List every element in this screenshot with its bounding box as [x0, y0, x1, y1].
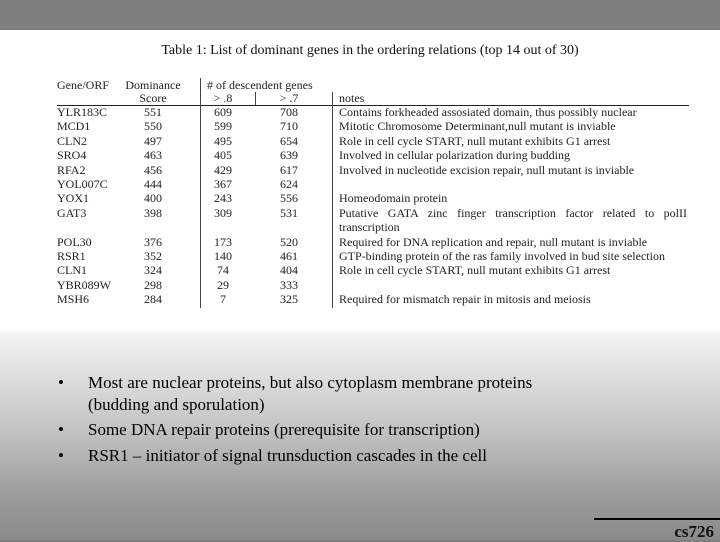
descendents-07-cell: 624 [280, 176, 298, 191]
descendents-08-cell: 599 [214, 119, 232, 134]
gene-cell: YOL007C [57, 176, 108, 191]
notes-cell: Homeodomain protein [339, 191, 448, 206]
score-cell: 376 [144, 234, 162, 249]
descendents-08-cell: 309 [214, 205, 232, 220]
table-row [57, 177, 697, 191]
descendents-07-cell: 531 [280, 205, 298, 220]
gene-cell: YBR089W [57, 277, 111, 292]
bullet-icon: • [58, 420, 64, 439]
bullet-list [58, 372, 532, 467]
footer-rule [594, 518, 720, 520]
descendents-07-cell: 708 [280, 105, 298, 119]
table-row [57, 292, 697, 306]
column-divider [255, 92, 256, 105]
gene-cell: YOX1 [57, 191, 89, 206]
descendents-07-cell: 710 [280, 119, 298, 134]
header-score-bottom: Score [139, 91, 167, 105]
bullet-text: Most are nuclear proteins, but also cytoplasm membrane proteins [88, 373, 533, 392]
table-row [57, 278, 697, 292]
table-row [57, 105, 697, 119]
descendents-08-cell: 7 [220, 292, 226, 307]
descendents-08-cell: 609 [214, 105, 232, 119]
header-descendent: # of descendent genes [207, 78, 313, 92]
notes-cell: Role in cell cycle START, null mutant exhibits G1 arrest [339, 133, 611, 148]
bullet-text-continued: (budding and sporulation) [88, 395, 265, 414]
header-d8: > .8 [213, 91, 233, 105]
score-cell: 398 [144, 205, 162, 220]
score-cell: 551 [144, 105, 162, 119]
score-cell: 324 [144, 263, 162, 278]
descendents-08-cell: 243 [214, 191, 232, 206]
table-body [57, 105, 697, 306]
notes-cell: Involved in cellular polarization during budding [339, 148, 570, 163]
descendents-07-cell: 404 [280, 263, 298, 278]
descendents-07-cell: 325 [280, 292, 298, 307]
gene-cell: MSH6 [57, 292, 90, 307]
notes-cell: Mitotic Chromosome Determinant,null mutant is inviable [339, 119, 616, 134]
descendents-08-cell: 405 [214, 148, 232, 163]
bullet-text: Some DNA repair proteins (prerequisite for transcription) [88, 420, 480, 439]
gene-cell: CLN1 [57, 263, 87, 278]
table-header [57, 78, 697, 104]
gene-cell: SRO4 [57, 148, 87, 163]
descendents-08-cell: 74 [217, 263, 229, 278]
gene-cell: POL30 [57, 234, 92, 249]
gene-cell: GAT3 [57, 205, 87, 220]
score-cell: 463 [144, 148, 162, 163]
notes-cell: Involved in nucleotide excision repair, null mutant is inviable [339, 162, 635, 177]
score-cell: 550 [144, 119, 162, 134]
table-row [57, 163, 697, 177]
score-cell: 298 [144, 277, 162, 292]
table-row [57, 263, 697, 277]
notes-cell: Required for DNA replication and repair, null mutant is inviable [339, 234, 648, 249]
table-row [57, 206, 697, 235]
score-cell: 352 [144, 248, 162, 263]
header-score-top: Dominance [125, 78, 181, 92]
score-cell: 497 [144, 133, 162, 148]
bullet-item [58, 445, 532, 467]
gene-cell: RSR1 [57, 248, 86, 263]
course-label: cs726 [674, 522, 714, 541]
table-row [57, 148, 697, 162]
bullet-icon: • [58, 373, 64, 392]
descendents-08-cell: 429 [214, 162, 232, 177]
table-row [57, 134, 697, 148]
notes-cell: Contains forkheaded assosiated domain, thus possibly nuclear [339, 105, 637, 119]
table-row [57, 119, 697, 133]
notes-cell: Putative GATA zinc finger transcription factor related to polII transcription [339, 205, 687, 235]
notes-cell: GTP-binding protein of the ras family involved in bud site selection [339, 248, 665, 263]
bullet-text: RSR1 – initiator of signal trunsduction cascades in the cell [88, 446, 487, 465]
gene-cell: YLR183C [57, 105, 108, 119]
bullet-item [58, 419, 532, 441]
descendents-08-cell: 29 [217, 277, 229, 292]
header-notes: notes [339, 91, 365, 105]
descendents-07-cell: 617 [280, 162, 298, 177]
table-row [57, 191, 697, 205]
dominant-genes-table [57, 78, 697, 307]
descendents-08-cell: 367 [214, 176, 232, 191]
table-row [57, 249, 697, 263]
descendents-07-cell: 556 [280, 191, 298, 206]
score-cell: 284 [144, 292, 162, 307]
bullet-icon: • [58, 446, 64, 465]
descendents-07-cell: 333 [280, 277, 298, 292]
descendents-08-cell: 173 [214, 234, 232, 249]
notes-cell: Role in cell cycle START, null mutant exhibits G1 arrest [339, 263, 611, 278]
descendents-08-cell: 140 [214, 248, 232, 263]
descendents-07-cell: 461 [280, 248, 298, 263]
descendents-08-cell: 495 [214, 133, 232, 148]
gene-cell: CLN2 [57, 133, 87, 148]
header-gene: Gene/ORF [57, 78, 109, 92]
bullet-item [58, 372, 532, 416]
descendents-07-cell: 654 [280, 133, 298, 148]
gene-cell: MCD1 [57, 119, 91, 134]
score-cell: 444 [144, 176, 162, 191]
gene-cell: RFA2 [57, 162, 86, 177]
table-title: Table 1: List of dominant genes in the ordering relations (top 14 out of 30) [161, 43, 579, 58]
descendents-07-cell: 639 [280, 148, 298, 163]
score-cell: 400 [144, 191, 162, 206]
descendents-07-cell: 520 [280, 234, 298, 249]
notes-cell: Required for mismatch repair in mitosis and meiosis [339, 292, 591, 307]
header-d7: > .7 [279, 91, 299, 105]
score-cell: 456 [144, 162, 162, 177]
table-row [57, 235, 697, 249]
